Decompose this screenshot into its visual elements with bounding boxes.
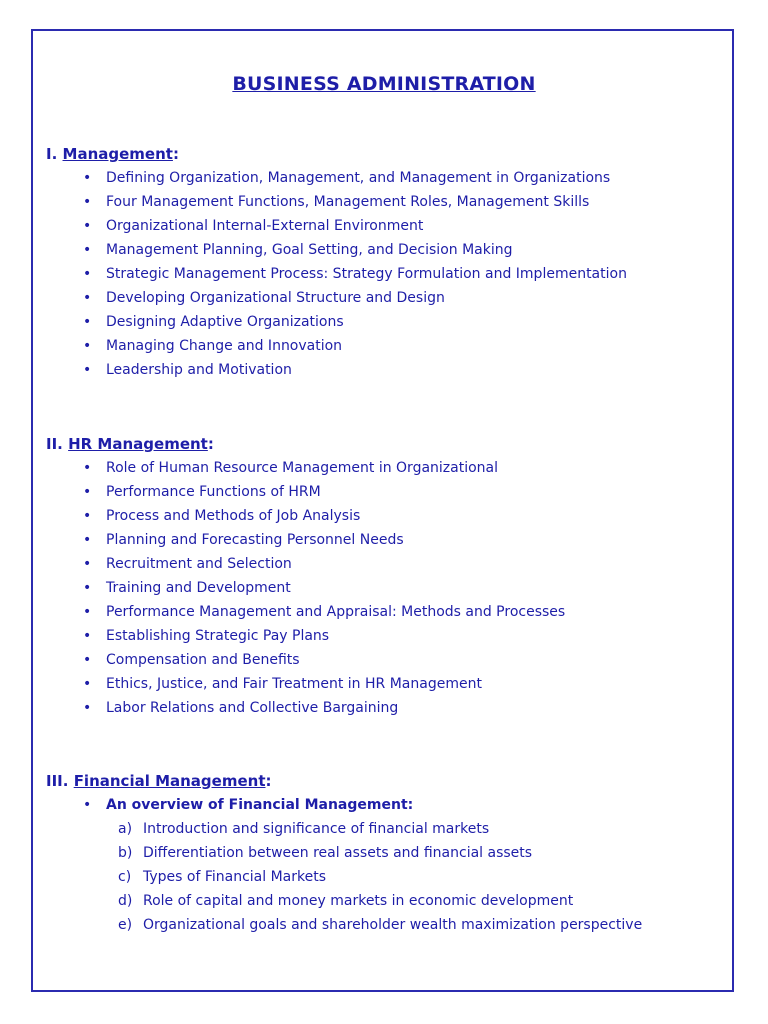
list-item: • Organizational Internal-External Environment xyxy=(46,214,726,238)
topic-list xyxy=(46,166,726,382)
bullet-icon: • xyxy=(83,484,92,500)
section-name: Financial Management xyxy=(73,772,266,790)
list-item xyxy=(46,793,726,817)
list-item: • Process and Methods of Job Analysis xyxy=(46,504,726,528)
list-item: • Developing Organizational Structure and Design xyxy=(46,286,726,310)
list-marker: e) xyxy=(118,917,133,933)
list-marker: b) xyxy=(118,845,133,861)
list-item: • Managing Change and Innovation xyxy=(46,334,726,358)
list-item: • Ethics, Justice, and Fair Treatment in HR Management xyxy=(46,672,726,696)
list-item: • Designing Adaptive Organizations xyxy=(46,310,726,334)
bullet-icon: • xyxy=(83,532,92,548)
section-hr-management xyxy=(46,432,726,720)
section-name: HR Management xyxy=(68,435,208,453)
bullet-icon: • xyxy=(83,266,92,282)
list-item: • Role of Human Resource Management in Organizational xyxy=(46,456,726,480)
bullet-icon: • xyxy=(83,218,92,234)
bullet-icon: • xyxy=(83,338,92,354)
section-numeral: I. xyxy=(46,145,58,163)
subsection-title: An overview of Financial Management: xyxy=(106,797,414,813)
bullet-icon: • xyxy=(83,580,92,596)
list-item: a) Introduction and significance of financial markets xyxy=(46,817,726,841)
list-item: • Strategic Management Process: Strategy Formulation and Implementation xyxy=(46,262,726,286)
bullet-icon: • xyxy=(83,170,92,186)
bullet-icon: • xyxy=(83,508,92,524)
list-marker: c) xyxy=(118,869,132,885)
list-item: • Recruitment and Selection xyxy=(46,552,726,576)
section-heading: II. HR Management: xyxy=(46,435,214,453)
topic-list xyxy=(46,456,726,720)
list-marker: a) xyxy=(118,821,133,837)
list-item: • Management Planning, Goal Setting, and Decision Making xyxy=(46,238,726,262)
list-item: b) Differentiation between real assets and financial assets xyxy=(46,841,726,865)
bullet-icon: • xyxy=(83,676,92,692)
topic-list xyxy=(46,793,726,817)
bullet-icon: • xyxy=(83,242,92,258)
list-item: • Training and Development xyxy=(46,576,726,600)
bullet-icon: • xyxy=(83,604,92,620)
section-financial-management xyxy=(46,769,726,937)
list-item: • Establishing Strategic Pay Plans xyxy=(46,624,726,648)
bullet-icon: • xyxy=(83,797,92,813)
bullet-icon: • xyxy=(83,362,92,378)
section-heading: III. Financial Management: xyxy=(46,772,272,790)
list-item: • Performance Functions of HRM xyxy=(46,480,726,504)
bullet-icon: • xyxy=(83,652,92,668)
list-item: • Leadership and Motivation xyxy=(46,358,726,382)
page-title: BUSINESS ADMINISTRATION xyxy=(232,73,536,95)
bullet-icon: • xyxy=(83,290,92,306)
list-item: • Labor Relations and Collective Bargaining xyxy=(46,696,726,720)
list-item: e) Organizational goals and shareholder wealth maximization perspective xyxy=(46,913,726,937)
bullet-icon: • xyxy=(83,460,92,476)
list-marker: d) xyxy=(118,893,133,909)
bullet-icon: • xyxy=(83,314,92,330)
list-item: • Four Management Functions, Management Roles, Management Skills xyxy=(46,190,726,214)
section-numeral: II. xyxy=(46,435,63,453)
list-item: d) Role of capital and money markets in economic development xyxy=(46,889,726,913)
list-item: • Planning and Forecasting Personnel Needs xyxy=(46,528,726,552)
section-management xyxy=(46,142,726,382)
list-item: • Defining Organization, Management, and Management in Organizations xyxy=(46,166,726,190)
section-numeral: III. xyxy=(46,772,69,790)
bullet-icon: • xyxy=(83,700,92,716)
bullet-icon: • xyxy=(83,556,92,572)
section-name: Management xyxy=(62,145,173,163)
subtopic-list xyxy=(46,817,726,937)
list-item: c) Types of Financial Markets xyxy=(46,865,726,889)
bullet-icon: • xyxy=(83,194,92,210)
section-heading: I. Management: xyxy=(46,145,179,163)
list-item: • Compensation and Benefits xyxy=(46,648,726,672)
list-item: • Performance Management and Appraisal: Methods and Processes xyxy=(46,600,726,624)
bullet-icon: • xyxy=(83,628,92,644)
